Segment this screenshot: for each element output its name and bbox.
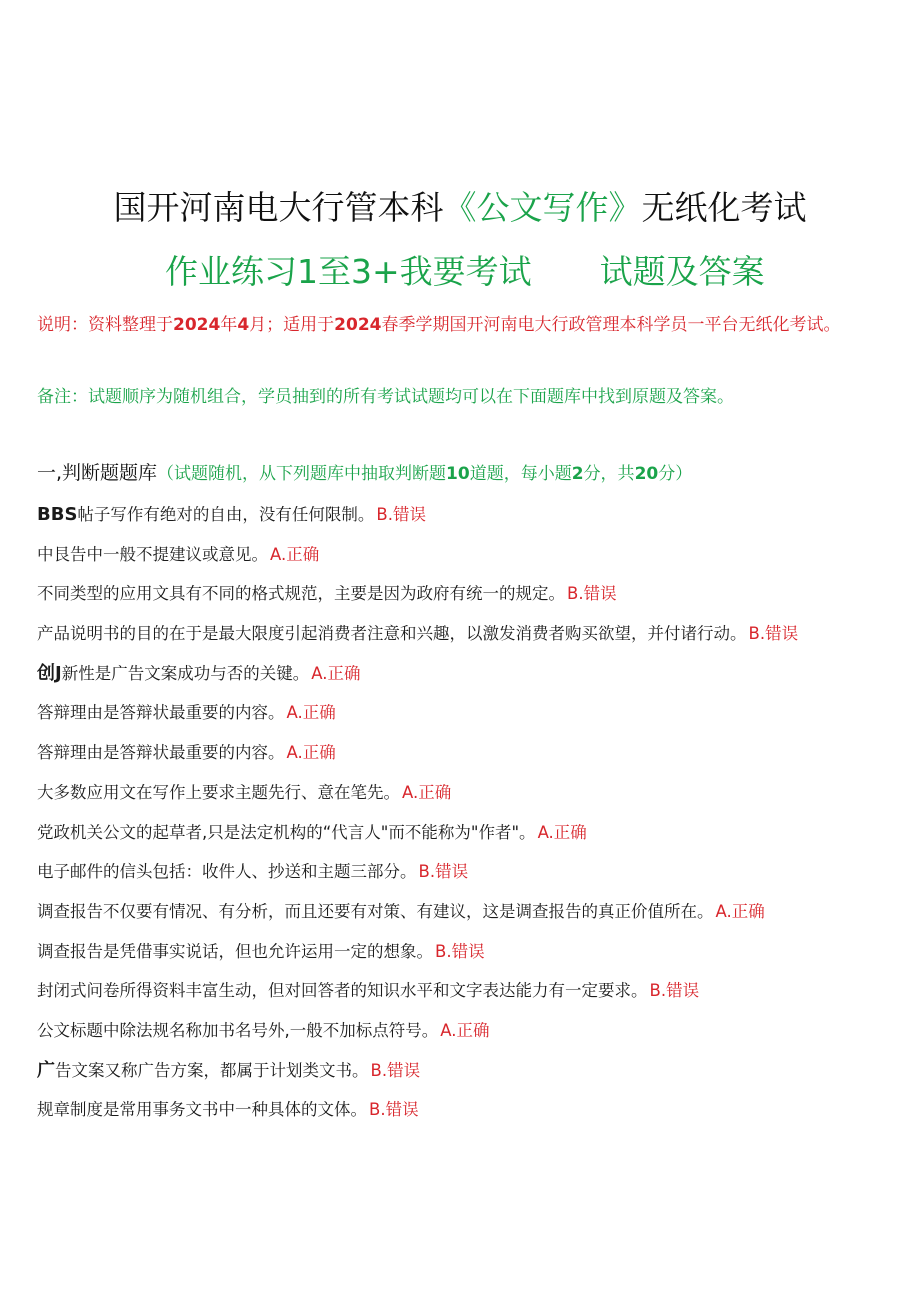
question-text: 帖子写作有绝对的自由，没有任何限制。 xyxy=(77,505,375,524)
question-text: 答辩理由是答辩状最重要的内容。 xyxy=(37,743,285,763)
question-text: 调查报告不仅要有情况、有分析，而且还要有对策、有建议，这是调查报告的真正价值所在。 xyxy=(37,901,714,921)
question-text: 电子邮件的信头包括：收件人、抄送和主题三部分。 xyxy=(37,862,417,882)
question-text: 封闭式问卷所得资料丰富生动，但对回答者的知识水平和文字表达能力有一定要求。 xyxy=(37,981,648,1001)
section-sub-text: 道题，每小题 xyxy=(469,464,572,484)
question-prefix: BBS xyxy=(37,504,78,525)
section-instructions xyxy=(157,464,692,484)
question-item xyxy=(37,852,897,892)
question-text: 大多数应用文在写作上要求主题先行、意在笔先。 xyxy=(37,782,400,802)
question-text: 公文标题中除法规名称加书名号外,一般不加标点符号。 xyxy=(37,1020,439,1040)
section-points: 2 xyxy=(571,464,584,484)
question-item xyxy=(37,495,897,535)
question-answer: A.正确 xyxy=(537,822,587,842)
question-answer: B.错误 xyxy=(376,505,426,524)
question-list xyxy=(37,495,897,1130)
question-item xyxy=(37,1051,897,1091)
question-answer: B.错误 xyxy=(748,624,799,644)
section-count: 10 xyxy=(446,464,470,484)
title-line2-part2: 试题及答案 xyxy=(599,252,765,291)
question-item xyxy=(37,1011,897,1051)
question-answer: A.正确 xyxy=(286,703,336,723)
question-item xyxy=(37,813,897,853)
section-heading xyxy=(37,456,692,491)
note-text: 春季学期国开河南电大行政管理本科学员一平台无纸化考试。 xyxy=(381,315,841,335)
section-sub-text: 分） xyxy=(658,464,693,484)
section-title: 一,判断题题库 xyxy=(37,462,158,484)
question-answer: B.错误 xyxy=(418,862,469,882)
question-item xyxy=(37,1090,897,1130)
question-answer: A.正确 xyxy=(270,544,320,564)
question-answer: A.正确 xyxy=(311,663,361,683)
question-prefix: 广 xyxy=(37,1059,55,1081)
note-year: 2024 xyxy=(173,315,221,335)
question-prefix: 创J xyxy=(37,662,62,684)
question-item xyxy=(37,574,897,614)
note-text: 说明：资料整理于 xyxy=(37,315,173,335)
note-text: 年 xyxy=(220,315,238,335)
title-line2-part1: 作业练习1至3+我要考试 xyxy=(165,252,532,291)
question-text: 告文案又称广告方案，都属于计划类文书。 xyxy=(55,1060,369,1080)
question-item xyxy=(37,654,897,694)
question-item xyxy=(37,614,897,654)
question-text: 党政机关公文的起草者,只是法定机构的“代言人"而不能称为"作者"。 xyxy=(37,822,536,842)
section-total: 20 xyxy=(634,464,659,484)
question-answer: A.正确 xyxy=(715,901,765,921)
title-prefix: 国开河南电大行管本科 xyxy=(113,188,444,227)
note-text: 月；适用于 xyxy=(249,315,335,335)
question-item xyxy=(37,535,897,575)
question-item xyxy=(37,733,897,773)
question-text: 调查报告是凭借事实说话，但也允许运用一定的想象。 xyxy=(37,941,433,961)
question-item xyxy=(37,773,897,813)
note-month: 4 xyxy=(237,315,250,335)
question-answer: B.错误 xyxy=(435,941,485,961)
question-item xyxy=(37,932,897,972)
question-item xyxy=(37,892,897,932)
section-sub-text: （试题随机，从下列题库中抽取判断题 xyxy=(157,464,447,484)
section-sub-text: 分，共 xyxy=(583,464,635,484)
title-course-name: 《公文写作》 xyxy=(443,188,642,227)
question-text: 不同类型的应用文具有不同的格式规范，主要是因为政府有统一的规定。 xyxy=(37,584,565,604)
question-answer: A.正确 xyxy=(440,1020,490,1040)
question-answer: A.正确 xyxy=(402,782,452,802)
question-answer: B.错误 xyxy=(370,1060,421,1080)
document-title-line1 xyxy=(0,186,920,230)
document-title-line2 xyxy=(165,250,765,294)
question-text: 中艮告中一般不提建议或意见。 xyxy=(37,544,268,564)
question-text: 答辩理由是答辩状最重要的内容。 xyxy=(37,703,285,723)
remark-note: 备注：试题顺序为随机组合，学员抽到的所有考试试题均可以在下面题库中找到原题及答案。 xyxy=(37,387,734,407)
question-item xyxy=(37,971,897,1011)
note-year: 2024 xyxy=(334,315,382,335)
question-answer: B.错误 xyxy=(567,584,617,604)
explanation-note xyxy=(37,307,887,344)
title-suffix: 无纸化考试 xyxy=(641,188,807,227)
question-answer: B.错误 xyxy=(369,1100,419,1120)
question-text: 产品说明书的目的在于是最大限度引起消费者注意和兴趣，以激发消费者购买欲望，并付诸行动。 xyxy=(37,624,747,644)
question-item xyxy=(37,693,897,733)
question-answer: B.错误 xyxy=(649,981,700,1001)
question-text: 规章制度是常用事务文书中一种具体的文体。 xyxy=(37,1100,367,1120)
question-answer: A.正确 xyxy=(286,743,336,763)
question-text: 新性是广告文案成功与否的关键。 xyxy=(61,663,310,683)
